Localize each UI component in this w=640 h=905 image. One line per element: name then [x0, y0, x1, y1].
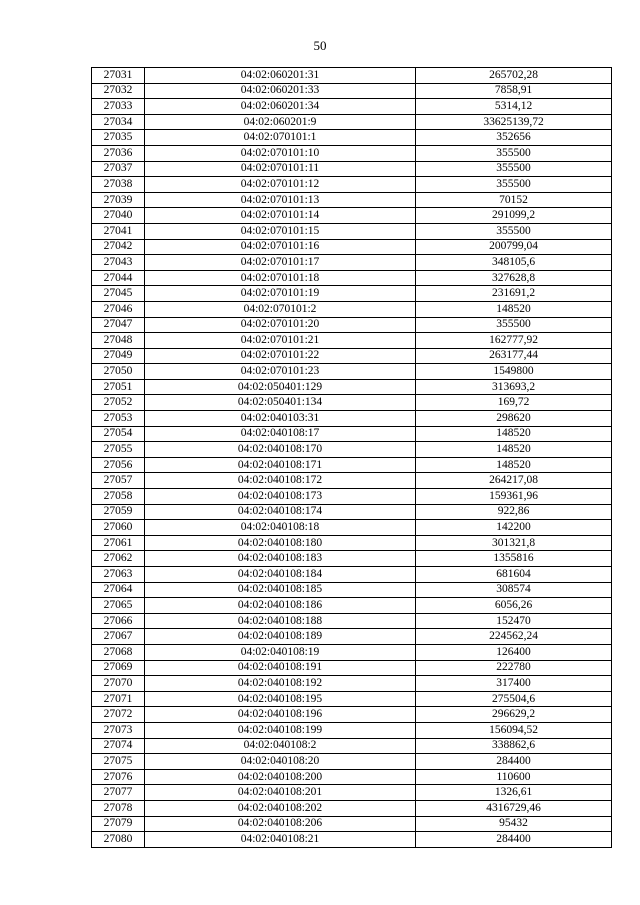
cadastral-number-cell: 04:02:040108:185 [145, 582, 416, 598]
table-row [92, 317, 612, 333]
value-cell: 148520 [416, 301, 612, 317]
value-cell: 355500 [416, 317, 612, 333]
table-row [92, 130, 612, 146]
table-row [92, 785, 612, 801]
cadastral-number-cell: 04:02:070101:10 [145, 145, 416, 161]
cadastral-number-cell: 04:02:070101:21 [145, 333, 416, 349]
cadastral-number-cell: 04:02:070101:20 [145, 317, 416, 333]
row-number-cell: 27058 [92, 489, 145, 505]
row-number-cell: 27045 [92, 286, 145, 302]
cadastral-number-cell: 04:02:070101:23 [145, 364, 416, 380]
value-cell: 156094,52 [416, 722, 612, 738]
cadastral-table [91, 67, 612, 848]
table-row [92, 473, 612, 489]
value-cell: 284400 [416, 832, 612, 848]
value-cell: 142200 [416, 520, 612, 536]
table-row [92, 598, 612, 614]
row-number-cell: 27073 [92, 722, 145, 738]
row-number-cell: 27046 [92, 301, 145, 317]
row-number-cell: 27038 [92, 177, 145, 193]
value-cell: 200799,04 [416, 239, 612, 255]
table-row [92, 239, 612, 255]
cadastral-number-cell: 04:02:070101:18 [145, 270, 416, 286]
value-cell: 159361,96 [416, 489, 612, 505]
value-cell: 4316729,46 [416, 800, 612, 816]
table-row [92, 816, 612, 832]
cadastral-number-cell: 04:02:040108:201 [145, 785, 416, 801]
cadastral-number-cell: 04:02:040103:31 [145, 411, 416, 427]
cadastral-number-cell: 04:02:040108:189 [145, 629, 416, 645]
value-cell: 355500 [416, 145, 612, 161]
table-row [92, 145, 612, 161]
value-cell: 148520 [416, 442, 612, 458]
cadastral-number-cell: 04:02:070101:19 [145, 286, 416, 302]
cadastral-number-cell: 04:02:040108:2 [145, 738, 416, 754]
value-cell: 110600 [416, 769, 612, 785]
table-row [92, 738, 612, 754]
value-cell: 348105,6 [416, 255, 612, 271]
cadastral-number-cell: 04:02:060201:33 [145, 83, 416, 99]
cadastral-number-cell: 04:02:040108:192 [145, 676, 416, 692]
row-number-cell: 27043 [92, 255, 145, 271]
row-number-cell: 27064 [92, 582, 145, 598]
row-number-cell: 27072 [92, 707, 145, 723]
value-cell: 681604 [416, 567, 612, 583]
cadastral-number-cell: 04:02:070101:22 [145, 348, 416, 364]
row-number-cell: 27069 [92, 660, 145, 676]
cadastral-number-cell: 04:02:070101:1 [145, 130, 416, 146]
value-cell: 33625139,72 [416, 114, 612, 130]
table-row [92, 457, 612, 473]
row-number-cell: 27056 [92, 457, 145, 473]
cadastral-number-cell: 04:02:040108:188 [145, 613, 416, 629]
row-number-cell: 27055 [92, 442, 145, 458]
row-number-cell: 27070 [92, 676, 145, 692]
table-row [92, 660, 612, 676]
table-row [92, 800, 612, 816]
cadastral-number-cell: 04:02:040108:19 [145, 644, 416, 660]
value-cell: 231691,2 [416, 286, 612, 302]
row-number-cell: 27054 [92, 426, 145, 442]
row-number-cell: 27053 [92, 411, 145, 427]
row-number-cell: 27050 [92, 364, 145, 380]
row-number-cell: 27049 [92, 348, 145, 364]
cadastral-number-cell: 04:02:040108:202 [145, 800, 416, 816]
row-number-cell: 27075 [92, 754, 145, 770]
value-cell: 263177,44 [416, 348, 612, 364]
cadastral-number-cell: 04:02:040108:18 [145, 520, 416, 536]
table-row [92, 161, 612, 177]
table-row [92, 177, 612, 193]
row-number-cell: 27039 [92, 192, 145, 208]
row-number-cell: 27041 [92, 223, 145, 239]
table-row [92, 426, 612, 442]
value-cell: 338862,6 [416, 738, 612, 754]
table-row [92, 582, 612, 598]
table-row [92, 535, 612, 551]
value-cell: 265702,28 [416, 68, 612, 84]
table-row [92, 691, 612, 707]
row-number-cell: 27067 [92, 629, 145, 645]
value-cell: 317400 [416, 676, 612, 692]
row-number-cell: 27066 [92, 613, 145, 629]
table-row [92, 379, 612, 395]
value-cell: 284400 [416, 754, 612, 770]
row-number-cell: 27035 [92, 130, 145, 146]
row-number-cell: 27078 [92, 800, 145, 816]
value-cell: 355500 [416, 161, 612, 177]
value-cell: 162777,92 [416, 333, 612, 349]
table-row [92, 520, 612, 536]
table-row [92, 504, 612, 520]
table-row [92, 208, 612, 224]
value-cell: 922,86 [416, 504, 612, 520]
row-number-cell: 27044 [92, 270, 145, 286]
value-cell: 224562,24 [416, 629, 612, 645]
value-cell: 352656 [416, 130, 612, 146]
row-number-cell: 27059 [92, 504, 145, 520]
value-cell: 355500 [416, 177, 612, 193]
cadastral-number-cell: 04:02:040108:183 [145, 551, 416, 567]
value-cell: 296629,2 [416, 707, 612, 723]
value-cell: 7858,91 [416, 83, 612, 99]
row-number-cell: 27036 [92, 145, 145, 161]
value-cell: 264217,08 [416, 473, 612, 489]
table-row [92, 411, 612, 427]
value-cell: 1326,61 [416, 785, 612, 801]
cadastral-number-cell: 04:02:040108:171 [145, 457, 416, 473]
value-cell: 298620 [416, 411, 612, 427]
table-row [92, 270, 612, 286]
table-row [92, 286, 612, 302]
table-row [92, 754, 612, 770]
value-cell: 327628,8 [416, 270, 612, 286]
cadastral-number-cell: 04:02:040108:200 [145, 769, 416, 785]
row-number-cell: 27033 [92, 99, 145, 115]
table-row [92, 489, 612, 505]
cadastral-number-cell: 04:02:040108:199 [145, 722, 416, 738]
table-row [92, 613, 612, 629]
value-cell: 275504,6 [416, 691, 612, 707]
table-row [92, 68, 612, 84]
value-cell: 1549800 [416, 364, 612, 380]
row-number-cell: 27040 [92, 208, 145, 224]
table-row [92, 364, 612, 380]
table-row [92, 644, 612, 660]
value-cell: 95432 [416, 816, 612, 832]
row-number-cell: 27052 [92, 395, 145, 411]
cadastral-number-cell: 04:02:040108:196 [145, 707, 416, 723]
table-row [92, 395, 612, 411]
value-cell: 355500 [416, 223, 612, 239]
cadastral-number-cell: 04:02:070101:13 [145, 192, 416, 208]
cadastral-number-cell: 04:02:070101:15 [145, 223, 416, 239]
row-number-cell: 27077 [92, 785, 145, 801]
table-row [92, 707, 612, 723]
table-row [92, 83, 612, 99]
table-row [92, 114, 612, 130]
value-cell: 1355816 [416, 551, 612, 567]
cadastral-number-cell: 04:02:070101:16 [145, 239, 416, 255]
row-number-cell: 27062 [92, 551, 145, 567]
row-number-cell: 27063 [92, 567, 145, 583]
value-cell: 152470 [416, 613, 612, 629]
cadastral-number-cell: 04:02:040108:186 [145, 598, 416, 614]
cadastral-number-cell: 04:02:070101:17 [145, 255, 416, 271]
table-row [92, 722, 612, 738]
row-number-cell: 27080 [92, 832, 145, 848]
row-number-cell: 27031 [92, 68, 145, 84]
table-body [92, 68, 612, 848]
table-row [92, 255, 612, 271]
value-cell: 5314,12 [416, 99, 612, 115]
row-number-cell: 27037 [92, 161, 145, 177]
value-cell: 222780 [416, 660, 612, 676]
row-number-cell: 27032 [92, 83, 145, 99]
row-number-cell: 27074 [92, 738, 145, 754]
table-row [92, 301, 612, 317]
cadastral-number-cell: 04:02:040108:170 [145, 442, 416, 458]
table-row [92, 676, 612, 692]
cadastral-number-cell: 04:02:040108:206 [145, 816, 416, 832]
cadastral-number-cell: 04:02:040108:174 [145, 504, 416, 520]
cadastral-number-cell: 04:02:040108:191 [145, 660, 416, 676]
row-number-cell: 27042 [92, 239, 145, 255]
value-cell: 126400 [416, 644, 612, 660]
table-row [92, 551, 612, 567]
value-cell: 301321,8 [416, 535, 612, 551]
cadastral-number-cell: 04:02:050401:129 [145, 379, 416, 395]
table-row [92, 333, 612, 349]
row-number-cell: 27071 [92, 691, 145, 707]
row-number-cell: 27048 [92, 333, 145, 349]
table-row [92, 832, 612, 848]
cadastral-number-cell: 04:02:040108:173 [145, 489, 416, 505]
row-number-cell: 27034 [92, 114, 145, 130]
row-number-cell: 27047 [92, 317, 145, 333]
table-row [92, 567, 612, 583]
cadastral-number-cell: 04:02:070101:12 [145, 177, 416, 193]
row-number-cell: 27076 [92, 769, 145, 785]
cadastral-number-cell: 04:02:040108:21 [145, 832, 416, 848]
value-cell: 6056,26 [416, 598, 612, 614]
cadastral-number-cell: 04:02:040108:180 [145, 535, 416, 551]
cadastral-number-cell: 04:02:040108:195 [145, 691, 416, 707]
cadastral-number-cell: 04:02:050401:134 [145, 395, 416, 411]
table-row [92, 629, 612, 645]
row-number-cell: 27079 [92, 816, 145, 832]
table-row [92, 348, 612, 364]
page-number: 50 [313, 38, 327, 53]
cadastral-number-cell: 04:02:060201:9 [145, 114, 416, 130]
cadastral-number-cell: 04:02:060201:34 [145, 99, 416, 115]
cadastral-number-cell: 04:02:070101:2 [145, 301, 416, 317]
table-row [92, 223, 612, 239]
table-row [92, 442, 612, 458]
table-row [92, 99, 612, 115]
table-row [92, 769, 612, 785]
cadastral-number-cell: 04:02:040108:184 [145, 567, 416, 583]
row-number-cell: 27057 [92, 473, 145, 489]
table-row [92, 192, 612, 208]
cadastral-number-cell: 04:02:060201:31 [145, 68, 416, 84]
cadastral-number-cell: 04:02:040108:20 [145, 754, 416, 770]
value-cell: 291099,2 [416, 208, 612, 224]
value-cell: 313693,2 [416, 379, 612, 395]
cadastral-number-cell: 04:02:070101:14 [145, 208, 416, 224]
row-number-cell: 27060 [92, 520, 145, 536]
row-number-cell: 27051 [92, 379, 145, 395]
value-cell: 308574 [416, 582, 612, 598]
row-number-cell: 27065 [92, 598, 145, 614]
cadastral-number-cell: 04:02:040108:17 [145, 426, 416, 442]
value-cell: 148520 [416, 457, 612, 473]
cadastral-number-cell: 04:02:070101:11 [145, 161, 416, 177]
value-cell: 70152 [416, 192, 612, 208]
row-number-cell: 27068 [92, 644, 145, 660]
row-number-cell: 27061 [92, 535, 145, 551]
value-cell: 148520 [416, 426, 612, 442]
cadastral-number-cell: 04:02:040108:172 [145, 473, 416, 489]
value-cell: 169,72 [416, 395, 612, 411]
